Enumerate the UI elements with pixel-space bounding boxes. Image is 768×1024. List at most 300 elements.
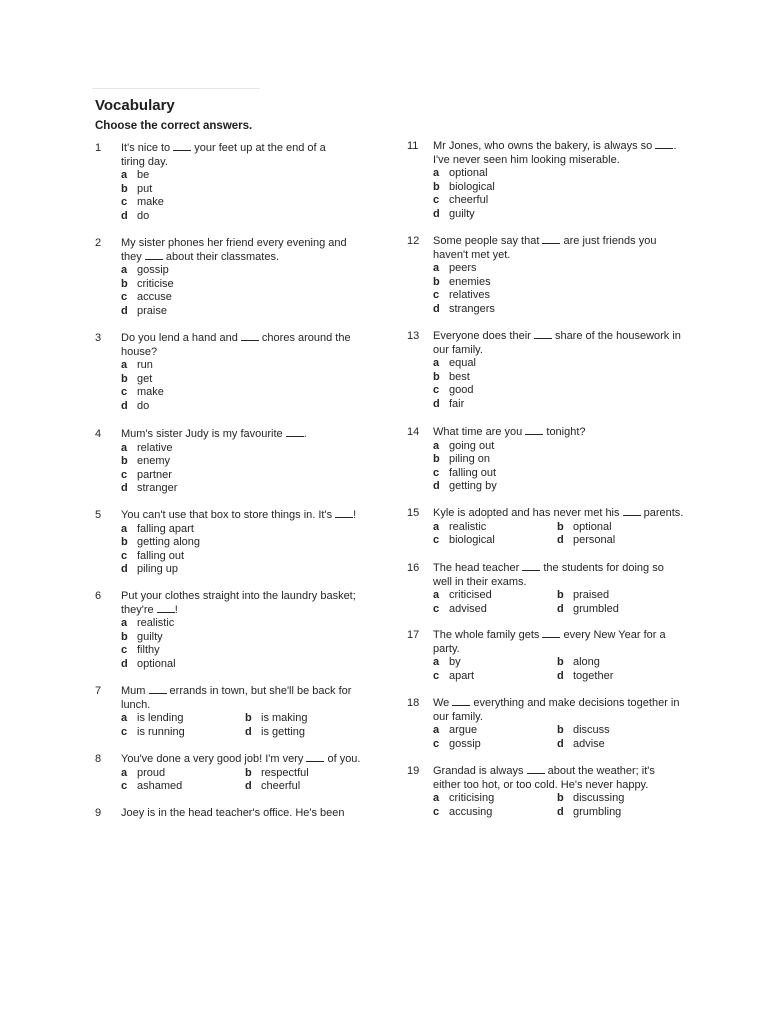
question-body — [121, 237, 347, 319]
option-text: realistic — [137, 617, 175, 630]
option-text: criticise — [137, 277, 174, 290]
option-letter: c — [433, 805, 440, 818]
option-text: getting by — [449, 480, 497, 493]
answer-option-b[interactable] — [121, 455, 307, 469]
option-text: optional — [573, 520, 612, 533]
option-text: getting along — [137, 536, 200, 549]
option-letter: b — [557, 792, 564, 805]
answer-blank — [522, 562, 540, 571]
answer-option-a[interactable] — [121, 617, 356, 631]
option-text: put — [137, 182, 153, 195]
answer-option-c[interactable] — [433, 194, 676, 208]
question-stem-line: Mum's sister Judy is my favourite . — [121, 428, 307, 440]
option-letter: d — [433, 397, 440, 410]
answer-option-a[interactable] — [433, 440, 586, 454]
question-body — [121, 428, 307, 496]
question-stem-line: our family. — [433, 710, 483, 723]
option-letter: a — [433, 589, 440, 602]
answer-blank — [542, 629, 560, 638]
option-text: enemies — [449, 275, 491, 288]
question-number: 2 — [95, 237, 102, 249]
option-letter: c — [121, 468, 128, 481]
question-body — [121, 332, 351, 414]
option-text: piling up — [137, 563, 178, 576]
answer-options — [121, 359, 351, 413]
option-text: accuse — [137, 291, 172, 304]
answer-options — [121, 767, 369, 794]
option-text: relatives — [449, 289, 490, 302]
option-text: discuss — [573, 724, 610, 737]
answer-options — [433, 167, 676, 221]
question-stem-line: Kyle is adopted and has never met his parents. — [433, 507, 684, 519]
option-text: apart — [449, 669, 475, 682]
answer-option-d[interactable] — [557, 534, 681, 548]
option-letter: c — [433, 289, 440, 302]
option-text: grumbled — [573, 602, 619, 615]
option-letter: a — [433, 656, 440, 669]
question-body — [433, 562, 681, 616]
option-letter: c — [433, 194, 440, 207]
answer-option-c[interactable] — [121, 550, 356, 564]
answer-option-d[interactable] — [245, 780, 369, 794]
answer-blank — [525, 426, 543, 435]
option-letter: d — [557, 669, 564, 682]
answer-option-d[interactable] — [121, 482, 307, 496]
option-letter: d — [245, 780, 252, 793]
question-body — [121, 590, 356, 672]
option-letter: b — [557, 520, 564, 533]
answer-option-a[interactable] — [121, 264, 347, 278]
option-text: along — [573, 656, 600, 669]
answer-options — [433, 656, 681, 683]
question-stem-line: Some people say that are just friends you — [433, 235, 657, 247]
answer-option-b[interactable] — [245, 767, 369, 781]
answer-option-c[interactable] — [121, 386, 351, 400]
answer-option-b[interactable] — [557, 521, 681, 535]
option-letter: d — [433, 302, 440, 315]
answer-option-a[interactable] — [121, 169, 326, 183]
question-stem-line: You can't use that box to store things in. It's ! — [121, 509, 357, 521]
option-letter: c — [121, 644, 128, 657]
question-stem-line: Everyone does their share of the housework in — [433, 330, 681, 342]
option-letter: c — [121, 725, 128, 738]
answer-options — [433, 792, 681, 819]
option-text: falling apart — [137, 522, 194, 535]
answer-option-b[interactable] — [433, 453, 586, 467]
answer-blank — [542, 235, 560, 244]
option-text: personal — [573, 534, 616, 547]
question-number: 3 — [95, 332, 102, 344]
option-text: cheerful — [261, 780, 301, 793]
option-text: proud — [137, 766, 166, 779]
option-text: partner — [137, 468, 172, 481]
question-stem-line: Put your clothes straight into the laundry basket; — [121, 590, 356, 602]
question-stem-line: they about their classmates. — [121, 250, 280, 263]
answer-option-d[interactable] — [433, 398, 681, 412]
answer-option-d[interactable] — [557, 738, 681, 752]
answer-options — [433, 357, 681, 411]
answer-option-b[interactable] — [121, 373, 351, 387]
option-text: get — [137, 372, 153, 385]
option-letter: c — [433, 602, 440, 615]
question-body — [433, 697, 681, 751]
answer-option-c[interactable] — [433, 670, 557, 684]
option-letter: a — [433, 167, 440, 180]
answer-option-d[interactable] — [121, 210, 326, 224]
option-text: by — [449, 656, 461, 669]
question-body — [121, 685, 369, 739]
answer-option-a[interactable] — [121, 523, 356, 537]
option-letter: a — [433, 357, 440, 370]
answer-options — [121, 169, 326, 223]
answer-option-d[interactable] — [433, 208, 676, 222]
answer-option-b[interactable] — [433, 276, 656, 290]
option-text: gossip — [449, 737, 481, 750]
answer-option-d[interactable] — [557, 670, 681, 684]
option-letter: d — [121, 304, 128, 317]
question-body — [433, 426, 586, 494]
question-body — [121, 807, 345, 821]
answer-option-c[interactable] — [121, 196, 326, 210]
answer-option-d[interactable] — [433, 303, 656, 317]
option-letter: c — [433, 737, 440, 750]
page-title: Vocabulary — [95, 97, 175, 114]
answer-option-d[interactable] — [557, 603, 681, 617]
answer-blank — [335, 509, 353, 518]
option-letter: d — [557, 602, 564, 615]
answer-option-c[interactable] — [121, 644, 356, 658]
option-text: cheerful — [449, 194, 489, 207]
option-text: guilty — [449, 207, 475, 220]
option-letter: b — [245, 766, 252, 779]
option-text: piling on — [449, 453, 490, 466]
answer-options — [433, 724, 681, 751]
question-stem-line: either too hot, or too cold. He's never happy. — [433, 778, 649, 791]
option-letter: b — [121, 536, 128, 549]
answer-option-d[interactable] — [121, 563, 356, 577]
option-text: best — [449, 370, 470, 383]
answer-blank — [286, 428, 304, 437]
answer-option-a[interactable] — [433, 521, 557, 535]
answer-option-b[interactable] — [557, 792, 681, 806]
option-letter: a — [433, 439, 440, 452]
question-stem-line: haven't met yet. — [433, 248, 511, 261]
answer-option-b[interactable] — [121, 183, 326, 197]
option-text: is making — [261, 712, 308, 725]
option-text: is getting — [261, 725, 306, 738]
answer-options — [433, 589, 681, 616]
question-number: 16 — [407, 562, 420, 574]
answer-option-c[interactable] — [433, 603, 557, 617]
answer-option-b[interactable] — [245, 712, 369, 726]
question-number: 17 — [407, 629, 420, 641]
option-text: falling out — [137, 549, 185, 562]
answer-options — [433, 262, 656, 316]
option-letter: b — [121, 630, 128, 643]
option-text: going out — [449, 439, 495, 452]
question-stem-line: Grandad is always about the weather; it's — [433, 765, 655, 777]
answer-blank — [306, 753, 324, 762]
option-text: guilty — [137, 630, 163, 643]
option-letter: d — [245, 725, 252, 738]
option-letter: b — [433, 275, 440, 288]
option-text: filthy — [137, 644, 160, 657]
option-text: do — [137, 399, 150, 412]
option-letter: d — [121, 399, 128, 412]
question-number: 7 — [95, 685, 102, 697]
option-letter: c — [121, 549, 128, 562]
question-body — [433, 140, 676, 222]
answer-options — [121, 617, 356, 671]
option-letter: d — [557, 805, 564, 818]
question-number: 4 — [95, 428, 102, 440]
option-letter: d — [433, 207, 440, 220]
instructions: Choose the correct answers. — [95, 120, 253, 132]
question-stem-line: party. — [433, 642, 460, 655]
answer-option-d[interactable] — [433, 480, 586, 494]
option-letter: b — [121, 182, 128, 195]
answer-option-c[interactable] — [121, 469, 307, 483]
option-text: criticised — [449, 589, 492, 602]
option-text: enemy — [137, 455, 171, 468]
option-letter: a — [433, 520, 440, 533]
option-letter: b — [121, 455, 128, 468]
question-number: 15 — [407, 507, 420, 519]
question-stem-line: lunch. — [121, 698, 151, 711]
answer-option-a[interactable] — [121, 442, 307, 456]
option-letter: a — [121, 712, 128, 725]
option-letter: d — [557, 534, 564, 547]
answer-option-a[interactable] — [433, 724, 557, 738]
option-letter: c — [433, 534, 440, 547]
answer-option-a[interactable] — [433, 262, 656, 276]
answer-option-c[interactable] — [121, 726, 245, 740]
answer-blank — [623, 507, 641, 516]
answer-blank — [145, 251, 163, 260]
question-number: 19 — [407, 765, 420, 777]
answer-blank — [655, 140, 673, 149]
option-text: optional — [449, 167, 488, 180]
option-letter: c — [121, 780, 128, 793]
question-stem-line: they're ! — [121, 603, 178, 616]
question-number: 18 — [407, 697, 420, 709]
option-text: accusing — [449, 805, 493, 818]
option-text: biological — [449, 534, 495, 547]
answer-blank — [452, 697, 470, 706]
option-text: be — [137, 169, 150, 182]
option-letter: b — [433, 370, 440, 383]
answer-option-d[interactable] — [557, 806, 681, 820]
question-stem-line: Mum errands in town, but she'll be back for — [121, 685, 352, 697]
answer-option-a[interactable] — [433, 656, 557, 670]
option-text: make — [137, 196, 164, 209]
option-text: run — [137, 359, 153, 372]
answer-option-a[interactable] — [121, 359, 351, 373]
answer-options — [121, 264, 347, 318]
option-text: is running — [137, 725, 185, 738]
option-letter: a — [121, 522, 128, 535]
question-body — [433, 330, 681, 412]
question-number: 6 — [95, 590, 102, 602]
answer-option-c[interactable] — [121, 780, 245, 794]
answer-option-b[interactable] — [433, 181, 676, 195]
question-stem-line: house? — [121, 345, 158, 358]
option-letter: c — [433, 384, 440, 397]
question-body — [433, 629, 681, 683]
answer-option-b[interactable] — [121, 536, 356, 550]
answer-option-a[interactable] — [121, 712, 245, 726]
option-text: criticising — [449, 792, 495, 805]
option-letter: b — [557, 724, 564, 737]
question-stem-line: well in their exams. — [433, 575, 527, 588]
answer-options — [121, 442, 307, 496]
option-letter: b — [433, 180, 440, 193]
option-text: advised — [449, 602, 487, 615]
question-number: 11 — [407, 140, 419, 152]
question-stem-line: It's nice to your feet up at the end of a — [121, 142, 326, 154]
option-letter: d — [121, 482, 128, 495]
answer-option-c[interactable] — [433, 534, 557, 548]
answer-option-a[interactable] — [433, 357, 681, 371]
option-text: realistic — [449, 520, 487, 533]
answer-option-b[interactable] — [557, 656, 681, 670]
option-text: make — [137, 386, 164, 399]
question-body — [433, 765, 681, 819]
question-number: 5 — [95, 509, 102, 521]
option-letter: b — [121, 372, 128, 385]
option-text: equal — [449, 357, 476, 370]
option-letter: b — [557, 656, 564, 669]
answer-option-b[interactable] — [121, 631, 356, 645]
option-letter: a — [121, 264, 128, 277]
question-stem-line: our family. — [433, 343, 483, 356]
answer-option-b[interactable] — [121, 278, 347, 292]
question-stem-line: tiring day. — [121, 155, 168, 168]
question-body — [121, 509, 356, 577]
question-stem-line: Do you lend a hand and chores around the — [121, 332, 351, 344]
option-letter: d — [121, 657, 128, 670]
option-letter: c — [121, 291, 128, 304]
option-text: ashamed — [137, 780, 183, 793]
option-letter: a — [121, 766, 128, 779]
question-stem-line: My sister phones her friend every evening and — [121, 237, 347, 249]
question-body — [433, 507, 683, 548]
answer-option-c[interactable] — [121, 291, 347, 305]
question-stem-line: The head teacher the students for doing so — [433, 562, 664, 574]
option-letter: d — [557, 737, 564, 750]
answer-option-b[interactable] — [557, 724, 681, 738]
answer-blank — [241, 332, 259, 341]
option-text: is lending — [137, 712, 184, 725]
answer-option-c[interactable] — [433, 806, 557, 820]
answer-option-a[interactable] — [433, 589, 557, 603]
answer-option-b[interactable] — [433, 371, 681, 385]
option-letter: a — [121, 169, 128, 182]
option-text: biological — [449, 180, 495, 193]
answer-option-c[interactable] — [433, 384, 681, 398]
answer-blank — [173, 142, 191, 151]
answer-blank — [157, 604, 175, 613]
option-text: respectful — [261, 766, 309, 779]
question-stem-line: What time are you tonight? — [433, 426, 586, 438]
answer-option-d[interactable] — [121, 400, 351, 414]
option-text: praised — [573, 589, 610, 602]
answer-options — [121, 523, 356, 577]
option-text: peers — [449, 262, 477, 275]
option-letter: b — [433, 453, 440, 466]
option-text: stranger — [137, 482, 178, 495]
answer-option-d[interactable] — [121, 305, 347, 319]
option-text: advise — [573, 737, 605, 750]
answer-option-a[interactable] — [433, 792, 557, 806]
option-text: praise — [137, 304, 167, 317]
answer-option-d[interactable] — [121, 658, 356, 672]
option-letter: a — [121, 441, 128, 454]
answer-option-d[interactable] — [245, 726, 369, 740]
option-text: do — [137, 209, 150, 222]
option-text: good — [449, 384, 474, 397]
option-letter: c — [121, 196, 128, 209]
option-letter: a — [121, 359, 128, 372]
question-number: 8 — [95, 753, 102, 765]
answer-options — [121, 712, 369, 739]
answer-option-a[interactable] — [121, 767, 245, 781]
option-letter: d — [121, 209, 128, 222]
answer-blank — [534, 330, 552, 339]
question-number: 13 — [407, 330, 420, 342]
question-number: 9 — [95, 807, 102, 819]
option-text: falling out — [449, 466, 497, 479]
question-stem-line: The whole family gets every New Year for a — [433, 629, 666, 641]
question-body — [121, 753, 369, 794]
option-letter: b — [557, 589, 564, 602]
option-letter: c — [121, 386, 128, 399]
option-text: strangers — [449, 302, 495, 315]
answer-option-a[interactable] — [433, 167, 676, 181]
option-letter: d — [121, 563, 128, 576]
option-letter: a — [433, 724, 440, 737]
option-letter: a — [433, 262, 440, 275]
question-stem-line: You've done a very good job! I'm very of you. — [121, 753, 361, 765]
answer-options — [433, 440, 586, 494]
question-stem-line: We everything and make decisions together in — [433, 697, 680, 709]
answer-option-c[interactable] — [433, 738, 557, 752]
option-text: grumbling — [573, 805, 622, 818]
answer-option-b[interactable] — [557, 589, 681, 603]
option-letter: b — [245, 712, 252, 725]
question-body — [433, 235, 656, 317]
answer-blank — [527, 765, 545, 774]
option-text: discussing — [573, 792, 625, 805]
option-text: together — [573, 669, 614, 682]
question-stem-line: Joey is in the head teacher's office. He's been — [121, 807, 345, 819]
option-letter: b — [121, 277, 128, 290]
answer-options — [433, 521, 683, 548]
question-stem-line: I've never seen him looking miserable. — [433, 153, 620, 166]
option-letter: d — [433, 480, 440, 493]
question-number: 12 — [407, 235, 420, 247]
answer-option-c[interactable] — [433, 467, 586, 481]
question-number: 1 — [95, 142, 102, 154]
option-text: optional — [137, 657, 176, 670]
option-letter: c — [433, 669, 440, 682]
question-body — [121, 142, 326, 224]
option-letter: a — [433, 792, 440, 805]
option-text: relative — [137, 441, 173, 454]
option-text: argue — [449, 724, 478, 737]
answer-option-c[interactable] — [433, 289, 656, 303]
answer-blank — [149, 685, 167, 694]
